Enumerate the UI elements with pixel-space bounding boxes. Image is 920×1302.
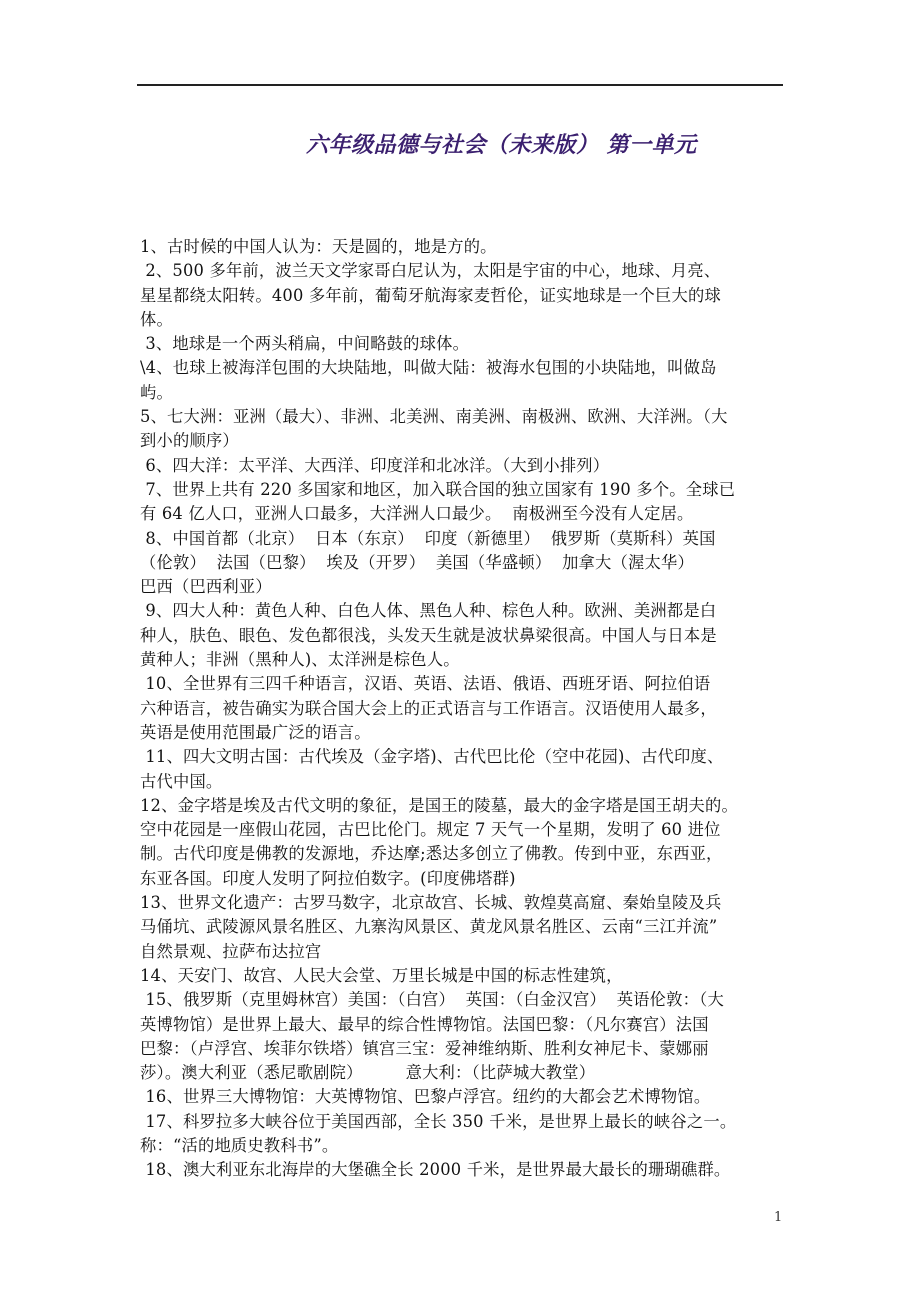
- text-line: 6、四大洋：太平洋、大西洋、印度洋和北冰洋。（大到小排列）: [140, 455, 610, 475]
- text-line: 18、澳大利亚东北海岸的大堡礁全长 2000 千米，是世界最大最长的珊瑚礁群。: [140, 1160, 731, 1180]
- text-line: 7、世界上共有 220 多国家和地区，加入联合国的独立国家有 190 多个。全球已: [140, 479, 736, 499]
- text-line: 3、地球是一个两头稍扁，中间略鼓的球体。: [140, 334, 470, 354]
- text-line: 空中花园是一座假山花园，古巴比伦门。规定 7 天气一个星期，发明了 60 进位: [140, 820, 721, 840]
- text-line: 15、俄罗斯（克里姆林宫）美国：（白宫） 英国：（白金汉宫） 英语伦敦：（大: [140, 990, 724, 1010]
- document-body: [140, 235, 790, 1183]
- text-line: 2、500 多年前，波兰天文学家哥白尼认为，太阳是宇宙的中心，地球、月亮、: [140, 261, 721, 281]
- text-line: 英语是使用范围最广泛的语言。: [140, 722, 371, 742]
- text-line: 自然景观、拉萨布达拉宫: [140, 941, 322, 961]
- text-line: （伦敦） 法国（巴黎） 埃及（开罗） 美国（华盛顿） 加拿大（渥太华）: [140, 552, 694, 572]
- text-line: 有 64 亿人口，亚洲人口最多，大洋洲人口最少。 南极洲至今没有人定居。: [140, 504, 694, 524]
- text-line: 莎）。澳大利亚（悉尼歌剧院） 意大利：（比萨城大教堂）: [140, 1063, 596, 1083]
- text-line: 5、七大洲：亚洲（最大）、非洲、北美洲、南美洲、南极洲、欧洲、大洋洲。（大: [140, 407, 728, 427]
- text-line: 12、金字塔是埃及古代文明的象征，是国王的陵墓，最大的金字塔是国王胡夫的。: [140, 795, 738, 815]
- text-line: 17、科罗拉多大峡谷位于美国西部，全长 350 千米，是世界上最长的峡谷之一。: [140, 1111, 737, 1131]
- text-line: 16、世界三大博物馆：大英博物馆、巴黎卢浮宫。纽约的大都会艺术博物馆。: [140, 1087, 711, 1107]
- text-line: 8、中国首都（北京） 日本（东京） 印度（新德里） 俄罗斯（莫斯科）英国: [140, 528, 716, 548]
- text-line: 体。: [140, 309, 173, 329]
- text-line: 到小的顺序）: [140, 431, 239, 451]
- text-line: 星星都绕太阳转。400 多年前，葡萄牙航海家麦哲伦，证实地球是一个巨大的球: [140, 285, 721, 305]
- text-line: \4、也球上被海洋包围的大块陆地，叫做大陆：被海水包围的小块陆地，叫做岛: [140, 358, 717, 378]
- text-line: 古代中国。: [140, 771, 223, 791]
- text-line: 黄种人；非洲（黑种人)、太洋洲是棕色人。: [140, 650, 460, 670]
- text-line: 马俑坑、武陵源风景名胜区、九寨沟风景区、黄龙风景名胜区、云南“三江并流”: [140, 917, 718, 937]
- text-line: 10、全世界有三四千种语言，汉语、英语、法语、俄语、西班牙语、阿拉伯语: [140, 674, 711, 694]
- text-line: 东亚各国。印度人发明了阿拉伯数字。(印度佛塔群): [140, 868, 516, 888]
- text-line: 英博物馆）是世界上最大、最早的综合性博物馆。法国巴黎：（凡尔赛宫）法国: [140, 1014, 709, 1034]
- text-line: 14、天安门、故宫、人民大会堂、万里长城是中国的标志性建筑，: [140, 965, 623, 985]
- text-line: 屿。: [140, 382, 173, 402]
- text-line: 称：“活的地质史教科书”。: [140, 1135, 339, 1155]
- text-line: 巴西（巴西利亚）: [140, 577, 272, 597]
- page-number: 1: [774, 1210, 783, 1225]
- text-line: 六种语言，被告确实为联合国大会上的正式语言与工作语言。汉语使用人最多，: [140, 698, 717, 718]
- text-line: 1、古时候的中国人认为：天是圆的，地是方的。: [140, 237, 497, 256]
- text-line: 9、四大人种：黄色人种、白色人体、黑色人种、棕色人种。欧洲、美洲都是白: [140, 601, 717, 621]
- document-title: 六年级品德与社会（未来版） 第一单元: [306, 133, 697, 158]
- text-line: 11、四大文明古国：古代埃及（金字塔)、古代巴比伦（空中花园)、古代印度、: [140, 747, 724, 767]
- text-line: 13、世界文化遗产：古罗马数字，北京故宫、长城、敦煌莫高窟、秦始皇陵及兵: [140, 893, 722, 913]
- header-rule: [137, 84, 783, 86]
- text-line: 制。古代印度是佛教的发源地，乔达摩;悉达多创立了佛教。传到中亚，东西亚，: [140, 844, 723, 864]
- text-line: 种人，肤色、眼色、发色都很浅，头发天生就是波状鼻梁很高。中国人与日本是: [140, 625, 717, 645]
- text-line: 巴黎：（卢浮宫、埃菲尔铁塔）镇宫三宝：爱神维纳斯、胜利女神尼卡、蒙娜丽: [140, 1038, 709, 1058]
